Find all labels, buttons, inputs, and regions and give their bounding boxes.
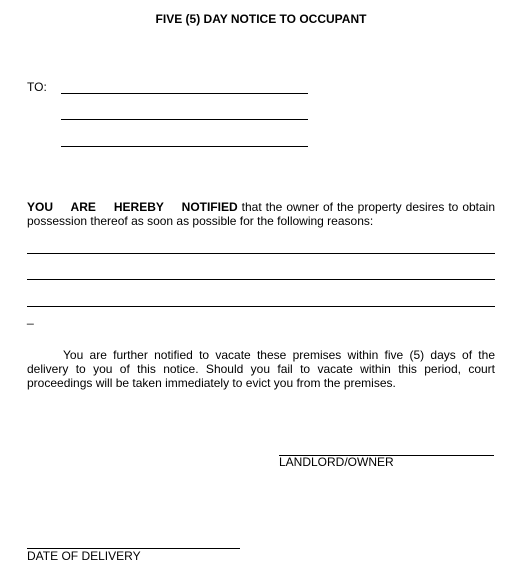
reason-line-1 [27,253,495,254]
to-line-2 [61,119,308,120]
further-notice-paragraph: You are further notified to vacate these premises within five (5) days of the delivery to you of this notice. Should you fail to vacate within this period, court proceedings will be taken immediately to evict you from the premises. [27,348,495,390]
to-label: TO: [27,80,47,94]
page-title: FIVE (5) DAY NOTICE TO OCCUPANT [155,12,367,26]
dash-mark: _ [27,311,34,325]
notice-paragraph [27,200,495,228]
to-line-1 [61,93,308,94]
reason-line-2 [27,279,495,280]
reason-line-3 [27,306,495,307]
date-of-delivery-label: DATE OF DELIVERY [27,549,141,563]
notice-body-text: that the owner of the property desires to obtain possession thereof as soon as possible for the following reasons: [27,200,496,228]
signature-label: LANDLORD/OWNER [279,455,394,469]
notice-bold-text: YOU ARE HEREBY NOTIFIED [27,200,238,214]
to-line-3 [61,146,308,147]
